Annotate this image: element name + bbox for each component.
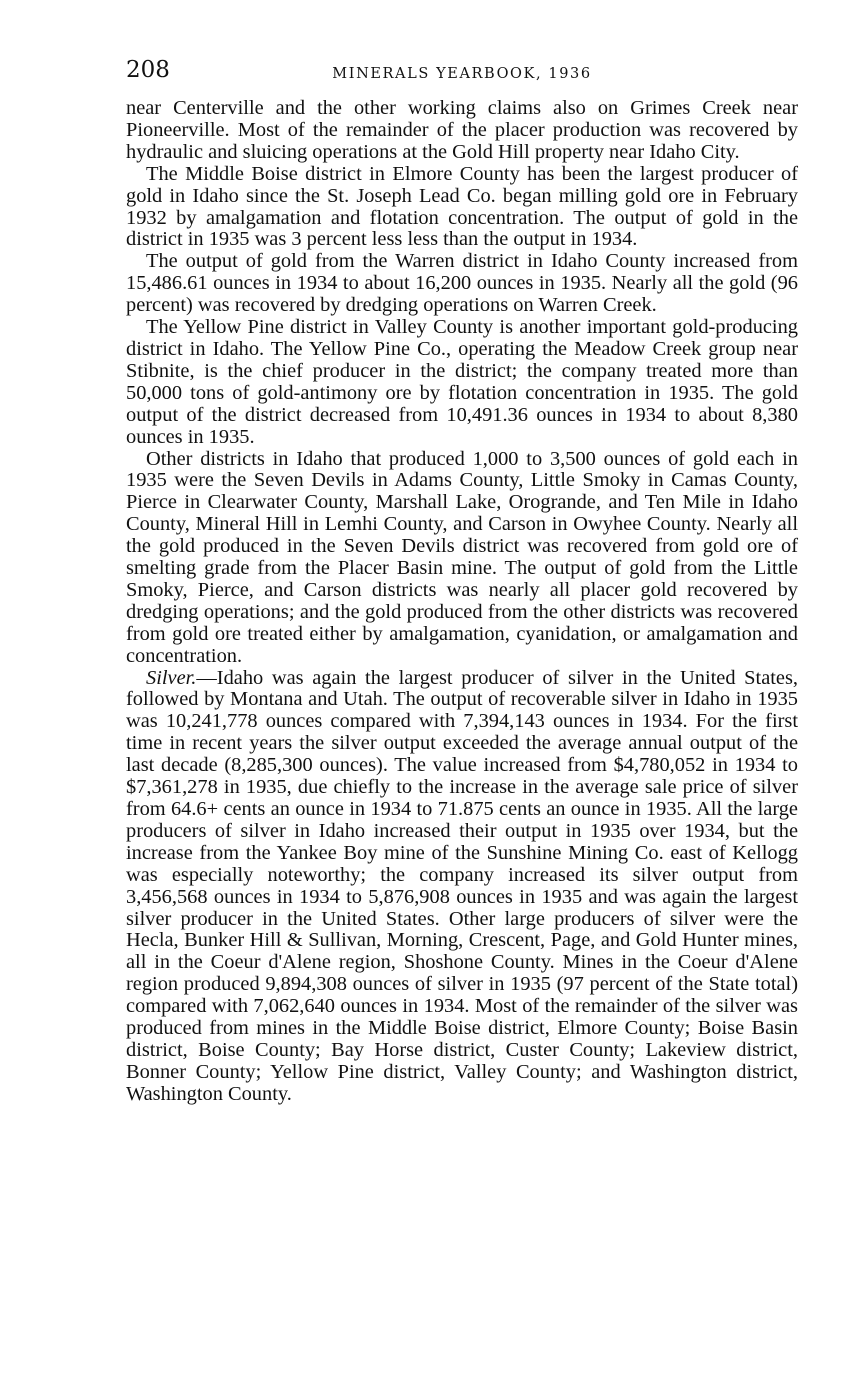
running-title: MINERALS YEARBOOK, 1936 (332, 66, 592, 82)
paragraph-middle-boise: The Middle Boise district in Elmore County has been the largest producer of gold in Idaho since the St. Joseph Lead Co. began milling gold ore in February 1932 by amalgamation and flotation concentration. The output of gold in the district in 1935 was 3 percent less less than the output in 1934. (126, 162, 798, 251)
page-number: 208 (126, 57, 170, 83)
paragraph-yellow-pine: The Yellow Pine district in Valley County is another important gold-producing district in Idaho. The Yellow Pine Co., operating the Meadow Creek group near Stibnite, is the chief producer in the district; the company treated more than 50,000 tons of gold-antimony ore by flotation concentration in 1935. The gold output of the district decreased from 10,491.36 ounces in 1934 to about 8,380 ounces in 1935. (126, 316, 798, 448)
document-page (126, 55, 798, 1106)
running-head (126, 55, 798, 89)
silver-lead-in: Silver. (146, 666, 197, 689)
paragraph-placer-continued: near Centerville and the other working claims also on Grimes Creek near Pioneerville. Most of the remainder of the placer production was recovered by hydraulic and sluicing operations at the Gold Hill property near Idaho City. (126, 97, 798, 163)
silver-paragraph-text: —Idaho was again the largest producer of silver in the United States, followed by Montana and Utah. The output of recoverable silver in Idaho in 1935 was 10,241,778 ounces compared with 7,394,143 ounces in 1934. For the first time in recent years the silver output exceeded the average annual output of the last decade (8,285,300 ounces). The value increased from $4,780,052 in 1934 to $7,361,278 in 1935, due chiefly to the increase in the average sale price of silver from 64.6+ cents an ounce in 1934 to 71.875 cents an ounce in 1935. All the large producers of silver in Idaho increased their output in 1935 over 1934, but the increase from the Yankee Boy mine of the Sunshine Mining Co. east of Kellogg was especially noteworthy; the company increased its silver output from 3,456,568 ounces in 1934 to 5,876,908 ounces in 1935 and was again the largest silver producer in the United States. Other large producers of silver were the Hecla, Bunker Hill & Sullivan, Morning, Crescent, Page, and Gold Hunter mines, all in the Coeur d'Alene region, Shoshone County. Mines in the Coeur d'Alene region produced 9,894,308 ounces of silver in 1935 (97 percent of the State total) compared with 7,062,640 ounces in 1934. Most of the remainder of the silver was produced from mines in the Middle Boise district, Elmore County; Boise Basin district, Boise County; Bay Horse district, Custer County; Lakeview district, Bonner County; Yellow Pine district, Valley County; and Washington district, Washington County. (126, 666, 798, 1105)
paragraph-silver (126, 668, 798, 1106)
paragraph-warren-district: The output of gold from the Warren district in Idaho County increased from 15,486.61 ounces in 1934 to about 16,200 ounces in 1935. Nearly all the gold (96 percent) was recovered by dredging operations on Warren Creek. (126, 250, 798, 317)
paragraph-other-districts: Other districts in Idaho that produced 1,000 to 3,500 ounces of gold each in 1935 were the Seven Devils in Adams County, Little Smoky in Camas County, Pierce in Clearwater County, Marshall Lake, Orogrande, and Ten Mile in Idaho County, Mineral Hill in Lemhi County, and Carson in Owyhee County. Nearly all the gold produced in the Seven Devils district was recovered from gold ore of smelting grade from the Placer Basin mine. The output of gold from the Little Smoky, Pierce, and Carson districts was nearly all placer gold recovered by dredging operations; and the gold produced from the other districts was recovered from gold ore treated either by amalgamation, cyanidation, or amalgamation and concentration. (126, 447, 798, 667)
body-text (126, 98, 798, 1106)
